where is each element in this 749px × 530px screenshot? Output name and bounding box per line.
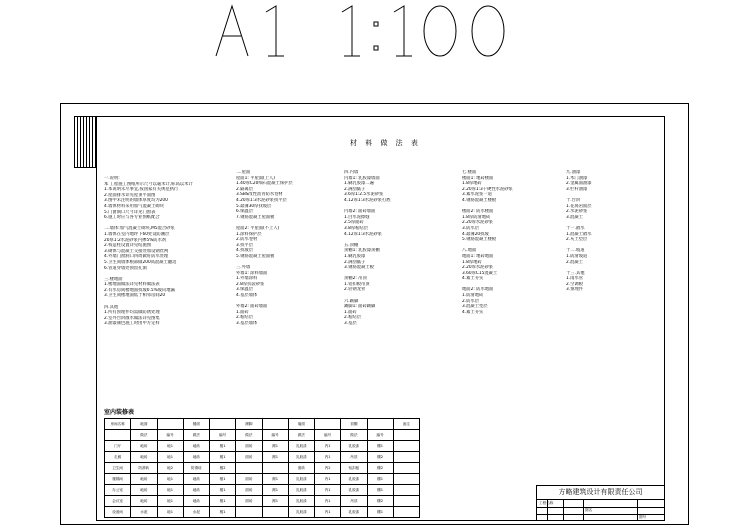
table-cell: 地1 [157,441,183,452]
table-cell: 地砖 [183,441,209,452]
table-cell: 吊顶 [341,496,367,507]
note-line: 2.满刮腻子 [344,259,366,265]
note-line: 本 工程施工图纸所示尺寸以毫米计,标高以米计 [104,181,193,187]
table-cell: 乳胶漆 [288,496,314,507]
note-line: 6.管道穿墙处预留孔洞 [104,265,147,271]
note-line: 1.白水泥擦缝 [344,214,370,220]
note-line: 2.20厚1:3干硬性水泥砂浆 [462,186,513,192]
table-cell: 地1 [157,452,183,463]
note-line: 3.基层 [344,321,357,327]
note-line: 2.室外台阶散水做法详见图集 [104,315,160,321]
note-line: 2.金属面油漆 [566,181,592,187]
table-cell: 面砖 [236,441,262,452]
note-line: 1.外墙涂料 [236,276,258,282]
table-cell: 顶棚 [341,419,367,430]
note-line: 2.隔离层 [236,186,253,192]
note-line: 3.防水层 [462,225,479,231]
table-cell: 会议室 [105,496,131,507]
table-cell: 卫生间 [105,463,131,474]
table-cell: 铝扣板 [341,463,367,474]
note-line: 2.水泥砂浆 [566,209,588,215]
table-cell [236,463,262,474]
table-cell [262,419,288,430]
note-line: 3.油漆颜色施工时由甲方定样 [104,321,160,327]
note-line: 3.钢筋混凝土板 [344,265,374,271]
table-cell: 地砖 [183,496,209,507]
note-line: 7.钢筋混凝土屋面板 [236,214,275,220]
note-line: 3.素水泥浆一道 [462,192,492,198]
finish-schedule-table [104,418,420,518]
notes-column-1 [104,176,222,327]
table-cell: 墙面 [288,419,314,430]
note-line: 1.铝扣板吊顶 [344,281,370,287]
note-line: 1.花岗岩面层 [566,203,592,209]
table-cell: 地砖 [183,485,209,496]
table-cell: 地1 [157,496,183,507]
note-line: 4.找坡层 [236,248,253,254]
note-line: 四.内墙 [344,170,359,175]
note-line: 1.混凝土散水 [566,231,592,237]
note-line: 1.木门油漆 [566,175,588,181]
note-line: 一.说明: [104,176,120,181]
note-line: 2.防水层 [462,298,479,304]
note-line: 地面1: 地砖地面 [462,253,494,259]
table-cell: 乳胶漆 [341,441,367,452]
note-line: 1.防滑地砖 [462,293,484,299]
title-block-label-3: 图号 [639,515,647,519]
note-line: 1.8厚地砖 [462,181,482,187]
note-line: 1.涂料保护层 [236,231,262,237]
note-line: 4.外墙门窗洞口四周做好防水处理 [104,254,169,260]
note-line: 三.外墙 [236,265,251,271]
table-cell: 吊顶 [341,452,367,463]
table-cell: 内1 [315,485,341,496]
note-line: 楼面1: 地砖楼面 [462,175,494,181]
note-line: 2.有水房间楼地面找坡0.5%坡向地漏 [104,287,175,293]
notes-column-3 [344,170,452,327]
note-line: 4.12厚1:3水泥砂浆 [344,231,382,237]
note-line: 七.楼面 [462,170,477,175]
table-row [105,463,420,474]
table-cell [210,419,236,430]
table-cell [393,441,419,452]
table-cell: 编号 [262,430,288,441]
table-cell: 棚1 [367,485,393,496]
note-line: 3.栏杆油漆 [566,186,588,192]
table-cell [393,507,419,518]
table-cell [393,496,419,507]
table-cell [393,474,419,485]
note-line: 5.最薄30厚找坡层 [236,203,272,209]
note-line: 5.卫生间墙体根部做200高混凝土翻边 [104,259,177,265]
note-line: 楼面2: 防水楼面 [462,209,494,215]
table-cell: 楼1 [210,496,236,507]
note-line: 1.防滑坡道 [566,253,588,259]
table-cell: 防滑砖 [131,463,157,474]
table-cell: 地砖 [183,474,209,485]
table-cell: 踢1 [262,452,288,463]
table-cell [393,452,419,463]
table-cell: 踢1 [262,474,288,485]
table-cell: 内1 [315,452,341,463]
table-cell: 编号 [315,430,341,441]
note-line: 1.8厚地砖 [462,259,482,265]
table-row [105,507,420,518]
table-cell: 棚1 [367,474,393,485]
note-line: 3.混凝土垫层 [462,304,488,310]
note-line: 4.素土夯实 [462,309,484,315]
table-cell: 乳胶漆 [288,507,314,518]
table-cell: 棚1 [367,507,393,518]
note-line: 十.台阶 [566,197,581,203]
table-cell: 楼1 [210,441,236,452]
table-cell: 棚2 [367,463,393,474]
table-cell: 楼1 [210,452,236,463]
note-line: 六.踢脚 [344,298,359,304]
table-cell: 楼梯间 [105,474,131,485]
table-cell: 内1 [315,496,341,507]
note-line: 2.屋面排水详见屋顶平面图 [104,192,156,198]
table-cell: 地1 [157,485,183,496]
note-line: 4.最薄20找坡 [462,231,489,237]
table-cell: 乳胶漆 [288,474,314,485]
table-cell [367,419,393,430]
table-subheader-row [105,430,420,441]
note-line: 顶棚2: 吊顶 [344,276,367,282]
table-cell: 地2 [157,463,183,474]
note-line: 4.钢筋混凝土楼板 [462,197,497,203]
notes-column-5 [566,170,654,293]
table-cell: 楼1 [210,474,236,485]
title-block-label-1: 工程名称 [539,501,554,505]
table-cell: 踢1 [262,441,288,452]
note-line: 1.刷乳胶漆 [344,253,366,259]
note-line: 1.楼地面做法详见材料做法表 [104,282,160,288]
note-line: 3.保温层 [236,287,253,293]
note-line: 2.20厚水泥砂浆 [462,265,494,271]
note-line: 2.轻钢龙骨 [344,287,366,293]
note-line: 4.墙体材料采用加气混凝土砌块 [104,203,164,209]
table-cell: 踢1 [262,485,288,496]
note-line: 二.墙体:加气混凝土砌块,M5混合砂浆 [104,226,175,232]
note-line: 3.混凝土 [566,214,583,220]
note-line: 二.屋面 [236,170,251,175]
table-cell: 棚1 [367,441,393,452]
table-cell: 面砖 [236,496,262,507]
binding-strip [74,116,96,168]
note-line: 十二.坡道 [566,248,585,254]
title-block-label-2: 图名 [585,508,593,512]
table-cell [105,430,131,441]
table-cell: 踢脚 [236,419,262,430]
note-line: 3.预埋件 [566,287,583,293]
table-cell: 编号 [210,430,236,441]
notes-column-2 [236,170,336,327]
note-line: 2.粘结层 [236,315,253,321]
table-cell [157,419,183,430]
note-line: 4.基层墙体 [236,293,258,299]
table-row [105,474,420,485]
note-line: 6.施工时应与各专业图纸配合 [104,215,160,221]
table-cell: 门厅 [105,441,131,452]
table-cell [393,430,419,441]
table-cell: 地砖 [131,485,157,496]
note-line: 5.门窗洞口尺寸详见门窗表 [104,209,156,215]
note-line: 屋面2: 平屋面(不上人) [236,225,280,231]
company-name: 方略建筑设计有限责任公司 [558,488,643,496]
table-header-row [105,419,420,430]
table-cell: 房间名称 [105,419,131,430]
note-line: 2.8厚抗裂砂浆 [236,281,265,287]
table-cell [393,485,419,496]
note-line: 三.楼地面 [104,276,123,282]
table-cell: 内2 [315,463,341,474]
note-line: 顶棚1: 乳胶漆顶棚 [344,248,380,254]
table-cell: 楼1 [210,485,236,496]
table-cell: 做法 [288,430,314,441]
note-line: 3.8厚粘结层 [344,225,369,231]
note-line: 内墙1: 乳胶漆墙面 [344,175,380,181]
table-cell: 楼1 [210,507,236,518]
note-line: 6.保温层 [236,209,253,215]
note-line: 外墙1: 涂料墙面 [236,270,268,276]
table-cell: 踢1 [262,496,288,507]
table-cell: 乳胶漆 [288,452,314,463]
table-cell: 面砖 [288,463,314,474]
table-cell: 做法 [183,430,209,441]
note-line: 2.5厚面砖 [344,220,364,226]
table-cell [315,419,341,430]
note-line: 1.刷乳胶漆二遍 [344,181,374,187]
table-cell: 面砖 [236,452,262,463]
note-line: 2.空调板 [566,281,583,287]
note-line: 1.面砖 [344,309,357,315]
table-cell: 地砖 [131,474,157,485]
table-cell: 办公室 [105,485,131,496]
table-cell: 乳胶漆 [341,474,367,485]
table-cell: 地砖 [131,452,157,463]
table-cell: 设备间 [105,507,131,518]
note-line: 屋面1: 平屋面(上人) [236,175,275,181]
note-line: 3.砌体与混凝土交接处加设钢丝网 [104,248,169,254]
table-row [105,496,420,507]
note-line: 5.钢筋混凝土楼板 [462,237,497,243]
table-cell [393,463,419,474]
table-cell: 内1 [315,474,341,485]
table-cell: 备注 [393,419,419,430]
table-cell: 编号 [367,430,393,441]
table-row [105,485,420,496]
note-line: 1.所有预埋件均需做防锈处理 [104,310,160,316]
note-line: 踢脚1: 面砖踢脚 [344,304,376,310]
table-cell: 面砖 [236,485,262,496]
note-line: 2.混凝土 [566,259,583,265]
note-line: 1.本说明未尽事宜,按国家有关规范执行 [104,187,179,193]
note-line: 十三.其他 [566,270,585,276]
table-cell: 地砖 [131,496,157,507]
note-line: 20厚1:2水泥砂浆内掺5%防水剂 [104,237,167,243]
table-cell: 棚2 [367,496,393,507]
note-line: 3.基层墙体 [236,321,258,327]
table-row [105,452,420,463]
table-cell: 地面 [131,419,157,430]
table-cell: 做法 [341,430,367,441]
table-cell [236,507,262,518]
note-line: 地面2: 防水地面 [462,287,494,293]
table-cell: 乳胶漆 [288,441,314,452]
table-cell: 内1 [315,507,341,518]
schedule-title: 室内装修表 [104,409,135,416]
note-line: 2.粘结层 [344,315,361,321]
table-cell: 水泥 [183,507,209,518]
note-line: 3.找平层 [236,242,253,248]
note-line: 2.防水卷材 [236,237,258,243]
table-cell: 乳胶漆 [341,507,367,518]
table-cell: 地1 [157,507,183,518]
note-line: 4.20厚1:3水泥砂浆找平层 [236,197,287,203]
note-line: 3.60厚C15混凝土 [462,270,498,276]
note-line: 十一.散水 [566,225,585,231]
table-cell: 内1 [315,441,341,452]
note-line: 1.墙体在室内地坪下60处设防潮层 [104,231,170,237]
notes-column-4 [462,170,550,315]
note-line: 外墙2: 面砖墙面 [236,304,268,310]
table-row [105,441,420,452]
note-line: 1.面砖 [236,309,249,315]
note-line: 3.卫生间楼地面低于相邻房间20 [104,293,166,299]
note-line: 1.40厚C20细石混凝土保护层 [236,181,293,187]
note-line: 2.20厚水泥砂浆 [462,220,494,226]
table-cell: 乳胶漆 [341,485,367,496]
note-line: 4.12厚1:3水泥砂浆打底 [344,197,391,203]
note-line: 5.钢筋混凝土屋面板 [236,253,275,259]
table-cell: 做法 [236,430,262,441]
note-line: 九.油漆 [566,170,581,175]
note-line: 四.其他 [104,304,119,310]
table-cell: 防滑砖 [183,463,209,474]
note-line: 4.素土夯实 [462,276,484,282]
table-cell: 乳胶漆 [288,485,314,496]
note-line: 2.灰土垫层 [566,237,588,243]
note-line: 1.雨水管 [566,276,583,282]
note-line: 3.图中未注明的墙体厚度均为200 [104,198,168,204]
note-line: 1.8厚防滑地砖 [462,214,491,220]
table-cell: 楼2 [210,463,236,474]
table-cell: 地砖 [183,452,209,463]
table-cell: 做法 [131,430,157,441]
note-line: 3.SBS改性沥青防水卷材 [236,192,283,198]
note-line: 3.6厚1:2.5水泥砂浆 [344,192,384,198]
note-line: 2.满刮腻子 [344,186,366,192]
table-cell: 走廊 [105,452,131,463]
table-cell: 水泥 [131,507,157,518]
document-title: 材 料 做 法 表 [350,139,421,147]
table-cell: 编号 [157,430,183,441]
sheet-scale-title [214,2,514,58]
table-cell: 棚2 [367,452,393,463]
note-line: 内墙2: 面砖墙面 [344,209,376,215]
note-line: 五.顶棚 [344,242,359,248]
table-cell: 面砖 [236,474,262,485]
table-cell: 地砖 [131,441,157,452]
table-cell: 地1 [157,474,183,485]
note-line: 八.地面 [462,248,477,254]
table-cell [262,507,288,518]
note-line: 2.构造柱设置详见结施图 [104,243,152,249]
table-cell [262,463,288,474]
title-block [536,485,665,521]
table-cell: 楼面 [183,419,209,430]
